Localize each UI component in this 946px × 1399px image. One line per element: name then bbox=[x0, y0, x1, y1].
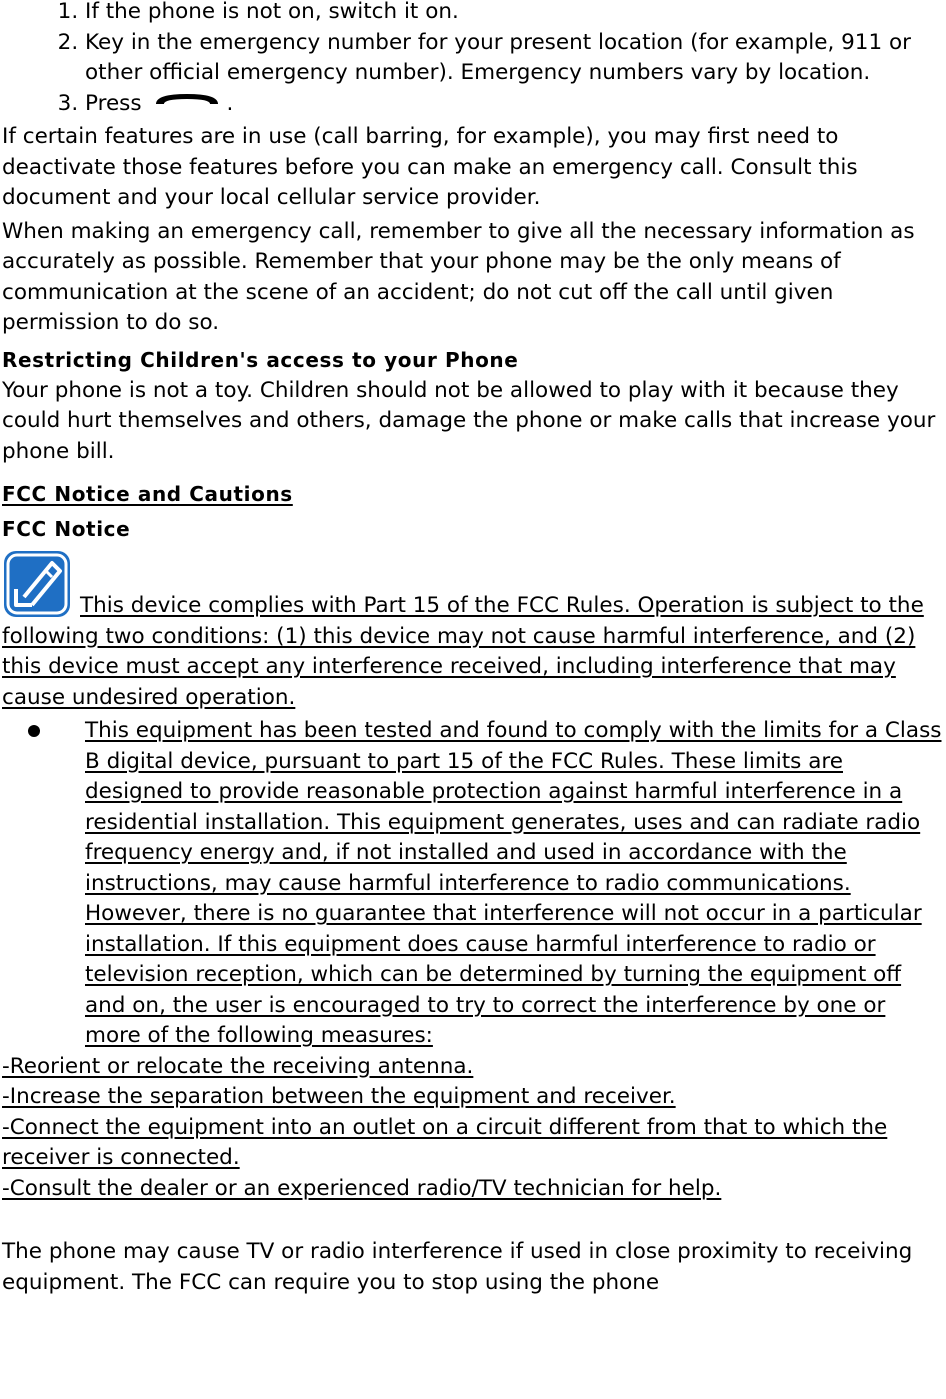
measure-item: -Consult the dealer or an experienced radio/TV technician for help. bbox=[2, 1175, 722, 1201]
step-item: 2. Key in the emergency number for your present location (for example, 911 or other official emergency number). Emergency numbers vary by location. bbox=[85, 28, 944, 89]
measure-item: -Reorient or relocate the receiving antenna. bbox=[2, 1053, 474, 1079]
document-page bbox=[2, 0, 944, 1298]
step-item: 3. Press . bbox=[85, 89, 944, 120]
call-barring-paragraph: If certain features are in use (call barring, for example), you may first need to deactivate those features before you can make an emergency call. Consult this document and your local cellular service provider. bbox=[2, 124, 858, 210]
necessary-info-paragraph: When making an emergency call, remember to give all the necessary information as accurately as possible. Remember that your phone may be the only means of communication at the scene of an accident; do not cut off the call until given permission to do so. bbox=[2, 218, 915, 335]
fcc-notice-text: This device complies with Part 15 of the FCC Rules. Operation is subject to the following two conditions: (1) this device may not cause harmful interference, and (2) this device must accept any interference received, including interference that may cause undesired operation. bbox=[2, 593, 924, 710]
fcc-subheading: FCC Notice bbox=[2, 517, 131, 541]
closing-paragraph: The phone may cause TV or radio interference if used in close proximity to receiving equipment. The FCC can require you to stop using the phone bbox=[2, 1239, 913, 1295]
call-key-icon bbox=[152, 91, 222, 107]
fcc-bullet-item: This equipment has been tested and found to comply with the limits for a Class B digital device, pursuant to part 15 of the FCC Rules. These limits are designed to provide reasonable protection against harmful interference in a residential installation. This equipment generates, uses and can radiate radio frequency energy and, if not installed and used in accordance with the instructions, may cause harmful interference to radio communications. However, there is no guarantee that interference will not occur in a particular installation. If this equipment does cause harmful interference to radio or television reception, which can be determined by turning the equipment off and on, the user is encouraged to try to correct the interference by one or more of the following measures: bbox=[85, 716, 944, 1052]
fcc-heading: FCC Notice and Cautions bbox=[2, 482, 293, 506]
fcc-bullet-list bbox=[2, 716, 944, 1052]
emergency-steps-list bbox=[2, 0, 944, 119]
measure-item: -Increase the separation between the equipment and receiver. bbox=[2, 1084, 676, 1109]
children-body: Your phone is not a toy. Children should not be allowed to play with it because they could hurt themselves and others, damage the phone or make calls that increase your phone bill. bbox=[2, 377, 936, 464]
children-heading: Restricting Children's access to your Phone bbox=[2, 347, 519, 372]
spacer bbox=[2, 1204, 944, 1237]
fcc-notice-paragraph bbox=[2, 549, 944, 713]
note-pencil-icon bbox=[2, 549, 72, 619]
measure-item: -Connect the equipment into an outlet on a circuit different from that to which the receiver is connected. bbox=[2, 1114, 888, 1170]
step-item: 1. If the phone is not on, switch it on. bbox=[85, 0, 944, 28]
